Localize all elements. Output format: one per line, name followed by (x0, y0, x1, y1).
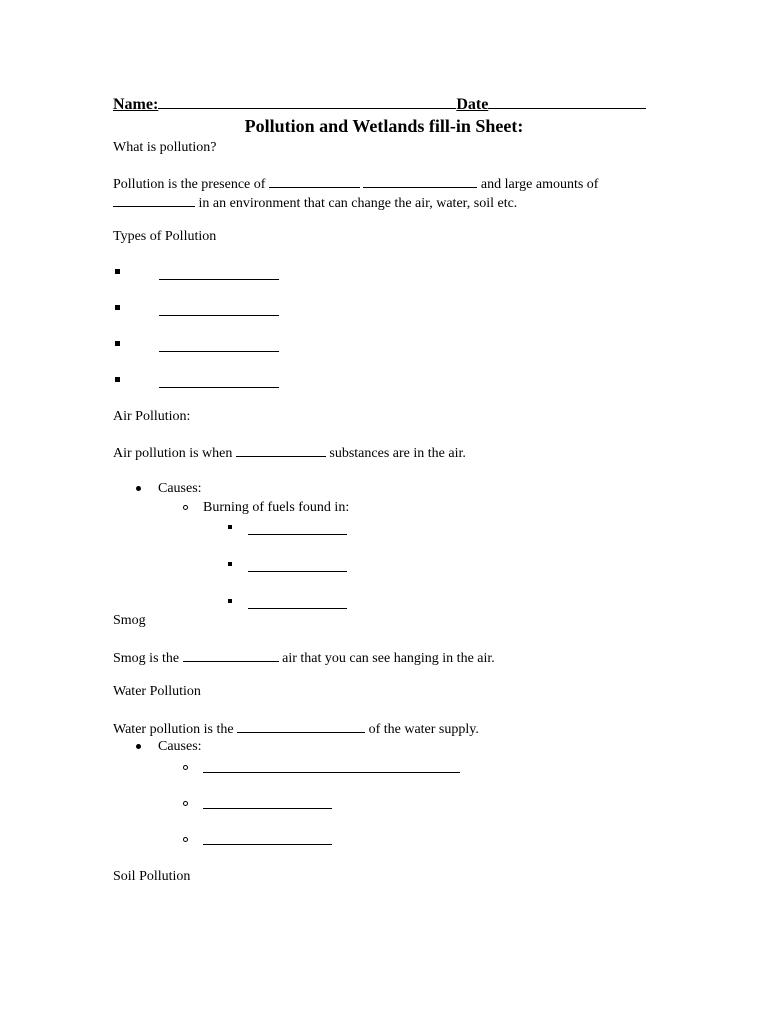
water-sentence (113, 719, 479, 739)
smog-blank (183, 648, 279, 662)
question-text: What is pollution? (113, 140, 217, 155)
square-bullet-icon (115, 269, 120, 274)
water-cause-blank-2 (203, 795, 332, 809)
circle-bullet-icon (183, 801, 188, 806)
air-blank (236, 443, 326, 457)
types-heading: Types of Pollution (113, 229, 217, 244)
fuel-blank-1 (248, 521, 347, 535)
water-causes-label: Causes: (158, 739, 202, 754)
smog-prefix: Smog is the (113, 651, 180, 666)
fuel-blank-2 (248, 558, 347, 572)
definition-prefix: Pollution is the presence of (113, 177, 266, 192)
square-bullet-icon (115, 341, 120, 346)
fuels-label: Burning of fuels found in: (203, 500, 350, 515)
square-bullet-icon (115, 377, 120, 382)
date-label: Date (456, 96, 489, 113)
circle-bullet-icon (183, 837, 188, 842)
definition-blank-2 (363, 174, 477, 188)
soil-heading: Soil Pollution (113, 869, 191, 884)
air-heading: Air Pollution: (113, 409, 191, 424)
definition-line-2-text: in an environment that can change the air, water, soil etc. (198, 196, 518, 211)
air-causes-label: Causes: (158, 481, 202, 496)
smog-heading: Smog (113, 613, 146, 628)
square-bullet-icon (228, 525, 232, 529)
definition-line-2 (113, 193, 517, 213)
type-blank-4 (159, 374, 279, 388)
definition-suffix: and large amounts of (480, 177, 599, 192)
smog-sentence (113, 648, 495, 668)
type-blank-3 (159, 338, 279, 352)
circle-bullet-icon (183, 505, 188, 510)
name-date-line (113, 95, 646, 114)
square-bullet-icon (228, 599, 232, 603)
fuel-blank-3 (248, 595, 347, 609)
disc-bullet-icon (136, 486, 141, 491)
square-bullet-icon (115, 305, 120, 310)
circle-bullet-icon (183, 765, 188, 770)
definition-line-1 (113, 174, 598, 194)
square-bullet-icon (228, 562, 232, 566)
definition-blank-1 (269, 174, 360, 188)
date-blank (488, 95, 646, 109)
name-blank (158, 95, 456, 109)
type-blank-1 (159, 266, 279, 280)
water-suffix: of the water supply. (368, 722, 479, 737)
name-label: Name: (113, 96, 159, 113)
air-sentence (113, 443, 466, 463)
definition-blank-3 (113, 193, 195, 207)
page-title: Pollution and Wetlands fill-in Sheet: (244, 116, 524, 136)
water-cause-blank-3 (203, 831, 332, 845)
smog-suffix: air that you can see hanging in the air. (282, 651, 495, 666)
water-blank (237, 719, 365, 733)
air-prefix: Air pollution is when (113, 446, 233, 461)
disc-bullet-icon (136, 744, 141, 749)
water-cause-blank-1 (203, 759, 460, 773)
air-suffix: substances are in the air. (329, 446, 466, 461)
water-heading: Water Pollution (113, 684, 201, 699)
water-prefix: Water pollution is the (113, 722, 234, 737)
type-blank-2 (159, 302, 279, 316)
